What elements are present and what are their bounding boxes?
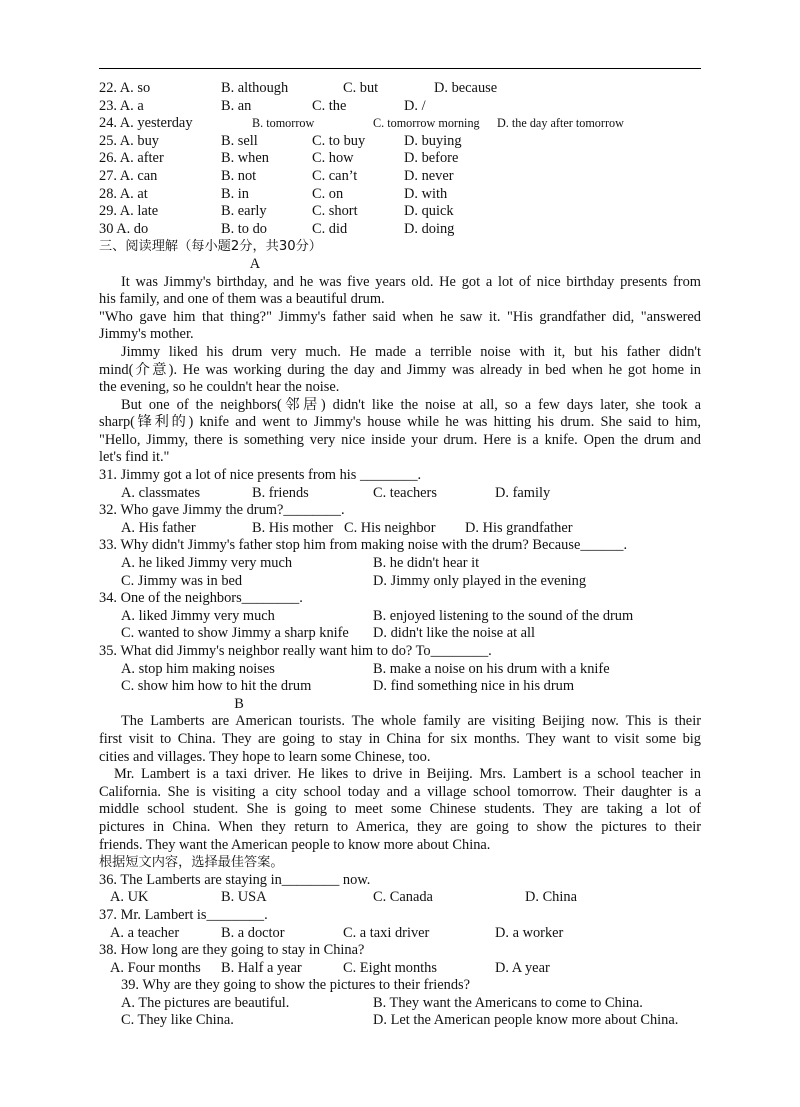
cloze-row-22 bbox=[99, 80, 701, 98]
option-a: 25. A. buy bbox=[99, 132, 159, 149]
question-options bbox=[99, 995, 701, 1013]
option-c: C. They like China. bbox=[121, 1012, 234, 1029]
option-c: C. show him how to hit the drum bbox=[121, 678, 312, 695]
option-b: B. not bbox=[221, 167, 257, 184]
cloze-row-27 bbox=[99, 168, 701, 186]
option-d: D. doing bbox=[404, 220, 455, 237]
header-rule bbox=[99, 68, 701, 69]
option-c: C. a taxi driver bbox=[343, 924, 430, 941]
cloze-row-23 bbox=[99, 98, 701, 116]
passage-line: pictures in China. When they return to America, they are going to show the pictures to their bbox=[99, 818, 701, 835]
instruction: 根据短文内容，选择最佳答案。 bbox=[99, 855, 284, 871]
option-c: C. to buy bbox=[312, 132, 366, 149]
option-c: C. Jimmy was in bed bbox=[121, 572, 243, 589]
option-a: 27. A. can bbox=[99, 167, 158, 184]
passage-b-label: B bbox=[234, 695, 244, 712]
question-options bbox=[99, 608, 701, 626]
option-d: D. Jimmy only played in the evening bbox=[373, 572, 587, 589]
option-d: D. / bbox=[404, 97, 426, 114]
question-options bbox=[99, 925, 701, 943]
option-d: D. His grandfather bbox=[465, 519, 573, 536]
passage-line: let's find it." bbox=[99, 449, 170, 466]
option-a: A. His father bbox=[121, 519, 196, 536]
question-options bbox=[99, 520, 701, 538]
question-stem: 32. Who gave Jimmy the drum?________. bbox=[99, 502, 345, 519]
option-b: B. tomorrow bbox=[252, 116, 315, 131]
option-a: 29. A. late bbox=[99, 203, 159, 220]
question-stem: 31. Jimmy got a lot of nice presents from his ________. bbox=[99, 467, 422, 484]
cloze-row-30 bbox=[99, 221, 701, 239]
option-c: C. can’t bbox=[312, 167, 358, 184]
question-options bbox=[99, 625, 701, 643]
option-b: B. enjoyed listening to the sound of the drum bbox=[373, 607, 634, 624]
option-a: A. Four months bbox=[110, 959, 201, 976]
option-a: A. classmates bbox=[121, 484, 201, 501]
option-c: C. short bbox=[312, 203, 358, 220]
passage-line: cities and villages. They hope to learn some Chinese, too. bbox=[99, 748, 431, 765]
passage-line: "Who gave him that thing?" Jimmy's father said when he saw it. "His grandfather did, "answered bbox=[99, 308, 701, 325]
option-d: D. with bbox=[404, 185, 448, 202]
option-c: C. teachers bbox=[373, 484, 437, 501]
question-options bbox=[99, 960, 701, 978]
option-a: A. UK bbox=[110, 889, 149, 906]
option-b: B. a doctor bbox=[221, 924, 285, 941]
option-b: B. sell bbox=[221, 132, 258, 149]
option-d: D. buying bbox=[404, 132, 462, 149]
option-b: B. make a noise on his drum with a knife bbox=[373, 660, 610, 677]
cloze-row-28 bbox=[99, 186, 701, 204]
option-c: C. His neighbor bbox=[344, 519, 436, 536]
option-a: 22. A. so bbox=[99, 80, 151, 96]
question-stem: 38. How long are they going to stay in China? bbox=[99, 942, 365, 959]
option-b: B. They want the Americans to come to China. bbox=[373, 994, 643, 1011]
question-options bbox=[99, 573, 701, 591]
option-b: B. USA bbox=[221, 889, 267, 906]
option-b: B. when bbox=[221, 150, 269, 167]
option-c: C. on bbox=[312, 185, 344, 202]
passage-line: sharp(锋利的) knife and went to Jimmy's house while he was hitting his drum. She said to him, bbox=[99, 414, 701, 431]
option-c: C. did bbox=[312, 220, 348, 237]
option-b: B. Half a year bbox=[221, 959, 302, 976]
option-d: D. Let the American people know more about China. bbox=[373, 1012, 679, 1029]
option-a: A. liked Jimmy very much bbox=[121, 607, 275, 624]
cloze-row-25 bbox=[99, 133, 701, 151]
option-d: D. China bbox=[525, 889, 577, 906]
option-b: B. in bbox=[221, 185, 249, 202]
option-d: D. a worker bbox=[495, 924, 564, 941]
option-b: B. he didn't hear it bbox=[373, 555, 480, 572]
cloze-row-24 bbox=[99, 115, 701, 133]
exam-page bbox=[99, 80, 701, 1030]
option-a: 28. A. at bbox=[99, 185, 148, 202]
option-a: 24. A. yesterday bbox=[99, 115, 193, 132]
option-c: C. but bbox=[343, 80, 379, 96]
question-options bbox=[99, 889, 701, 907]
cloze-row-26 bbox=[99, 150, 701, 168]
option-d: D. the day after tomorrow bbox=[497, 116, 624, 131]
question-options bbox=[99, 555, 701, 573]
option-c: C. wanted to show Jimmy a sharp knife bbox=[121, 625, 349, 642]
option-d: D. before bbox=[404, 150, 459, 167]
question-stem: 35. What did Jimmy's neighbor really want him to do? To________. bbox=[99, 643, 492, 659]
option-b: B. an bbox=[221, 97, 252, 114]
passage-line: But one of the neighbors(邻居) didn't like the noise at all, so a few days later, she took a bbox=[121, 396, 701, 413]
passage-a-text bbox=[99, 274, 701, 468]
option-d: D. family bbox=[495, 484, 551, 501]
passage-line: It was Jimmy's birthday, and he was five years old. He got a lot of nice birthday presents from bbox=[121, 273, 701, 290]
passage-a-questions bbox=[99, 467, 701, 696]
option-c: C. tomorrow morning bbox=[373, 116, 480, 131]
passage-line: California. She is visiting a city school today and a village school tomorrow. Their daughter is a bbox=[99, 783, 701, 800]
question-options bbox=[99, 678, 701, 696]
passage-b-questions bbox=[99, 872, 701, 1030]
question-stem: 33. Why didn't Jimmy's father stop him from making noise with the drum? Because______. bbox=[99, 537, 628, 554]
option-d: D. didn't like the noise at all bbox=[373, 625, 536, 642]
passage-line: the evening, so he couldn't hear the noise. bbox=[99, 379, 340, 396]
option-a: A. The pictures are beautiful. bbox=[121, 994, 290, 1011]
passage-line: Jimmy's mother. bbox=[99, 326, 194, 343]
passage-line: mind(介意). He was working during the day and Jimmy was already in bed when he got home in bbox=[99, 361, 701, 378]
passage-line: his family, and one of them was a beautiful drum. bbox=[99, 291, 385, 308]
passage-line: "Hello, Jimmy, there is something very nice inside your drum. Here is a knife. Open the drum and bbox=[99, 431, 701, 448]
passage-line: first visit to China. They are going to stay in China for six months. They want to visit some big bbox=[99, 730, 701, 747]
option-b: B. friends bbox=[252, 484, 309, 501]
option-a: A. a teacher bbox=[110, 924, 180, 941]
option-d: D. A year bbox=[495, 959, 550, 976]
question-stem: 37. Mr. Lambert is________. bbox=[99, 906, 268, 923]
option-d: D. find something nice in his drum bbox=[373, 678, 575, 695]
option-a: 26. A. after bbox=[99, 150, 164, 167]
passage-a-label: A bbox=[249, 255, 261, 272]
passage-b-text bbox=[99, 713, 701, 854]
section-heading: 三、阅读理解（每小题2分，共30分） bbox=[99, 239, 322, 255]
option-d: D. never bbox=[404, 167, 454, 184]
option-b: B. His mother bbox=[252, 519, 334, 536]
option-d: D. quick bbox=[404, 203, 454, 220]
question-options bbox=[99, 661, 701, 679]
question-options bbox=[99, 485, 701, 503]
passage-line: friends. They want the American people to know more about China. bbox=[99, 836, 491, 853]
passage-line: The Lamberts are American tourists. The whole family are visiting Beijing now. This is their bbox=[121, 713, 701, 730]
cloze-row-29 bbox=[99, 203, 701, 221]
option-b: B. early bbox=[221, 203, 267, 220]
option-a: 23. A. a bbox=[99, 97, 144, 114]
option-c: C. Eight months bbox=[343, 959, 437, 976]
option-c: C. Canada bbox=[373, 889, 433, 906]
question-options bbox=[99, 1012, 701, 1030]
option-a: 30 A. do bbox=[99, 220, 149, 237]
question-stem: 39. Why are they going to show the pictures to their friends? bbox=[121, 977, 471, 994]
option-a: A. he liked Jimmy very much bbox=[121, 555, 293, 572]
option-a: A. stop him making noises bbox=[121, 660, 275, 677]
question-stem: 36. The Lamberts are staying in________ now. bbox=[99, 871, 371, 888]
option-c: C. the bbox=[312, 97, 347, 114]
option-b: B. to do bbox=[221, 220, 267, 237]
question-stem: 34. One of the neighbors________. bbox=[99, 590, 303, 607]
passage-line: middle school student. She is going to meet some Chinese students. They are taking a lot of bbox=[99, 801, 701, 818]
passage-line: Mr. Lambert is a taxi driver. He likes to drive in Beijing. Mrs. Lambert is a school teacher in bbox=[114, 766, 701, 783]
cloze-options bbox=[99, 80, 701, 238]
option-d: D. because bbox=[434, 80, 498, 96]
passage-line: Jimmy liked his drum very much. He made a terrible noise with it, but his father didn't bbox=[121, 343, 701, 360]
option-b: B. although bbox=[221, 80, 289, 96]
option-c: C. how bbox=[312, 150, 354, 167]
